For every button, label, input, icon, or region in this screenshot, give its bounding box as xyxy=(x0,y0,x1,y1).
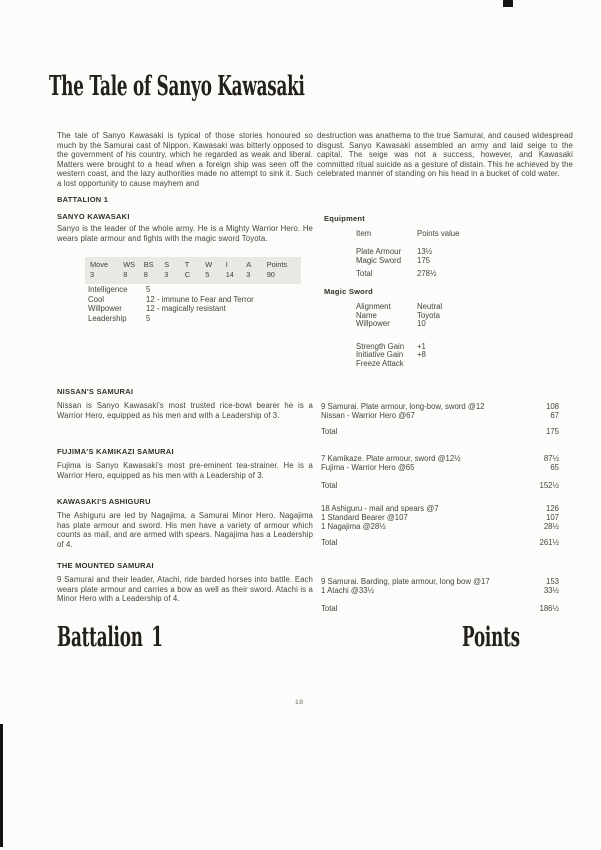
property-row xyxy=(356,320,442,329)
intro-paragraph-left: The tale of Sanyo Kawasaki is typical of those stories honoured so much by the Samurai cast of Nippon. Kawasaki was bitterly opposed to the government of his country, which he regarded as weak and liberal. Matters were brought to a head when a foreign ship was seen off the western coast, and the lazy authorities made no attempt to sink it. Such a lost opportunity to cause mayhem and xyxy=(57,131,313,188)
points-line-value: 126 xyxy=(545,504,559,513)
points-line xyxy=(321,577,559,586)
points-total-value: 152½ xyxy=(539,481,559,490)
points-line-value: 87½ xyxy=(543,454,559,463)
points-line-description: Fujima - Warrior Hero @65 xyxy=(321,463,415,472)
intro-paragraph-right: destruction was anathema to the true Samurai, and caused widespread disgust. Sanyo Kawasaki assembled an army and laid seige to the capital. The seige was not a success, however, and Kawasaki committed ritual suicide as a gesture of distain. This he achieved by the celebrated manner of standing on his head in a bucket of cold water. xyxy=(317,131,573,178)
total-label: Total xyxy=(321,481,338,490)
points-line-value: 33½ xyxy=(543,586,559,595)
stat-value: 3 xyxy=(164,270,169,279)
points-total-row xyxy=(321,427,559,436)
equipment-item: Magic Sword xyxy=(356,255,402,265)
stat-header: T xyxy=(184,260,190,269)
battalion-1-footer-title: Battalion 1 xyxy=(57,622,163,653)
points-total-row xyxy=(321,604,559,613)
property-label: Name xyxy=(356,310,377,320)
attribute-row xyxy=(88,304,254,314)
stat-header: I xyxy=(225,260,228,269)
battalion-1-heading: BATTALION 1 xyxy=(57,195,109,204)
equipment-row xyxy=(356,257,459,266)
sanyo-kawasaki-heading: SANYO KAWASAKI xyxy=(57,212,130,221)
stat-header: BS xyxy=(143,260,154,269)
points-block-mounted-samurai xyxy=(321,577,559,613)
stat-header: S xyxy=(164,260,170,269)
stat-value: 90 xyxy=(266,270,275,279)
points-line-description: 9 Samurai. Barding, plate armour, long bow @17 xyxy=(321,577,490,586)
points-line xyxy=(321,454,559,463)
scan-artifact-left-edge-bar xyxy=(0,724,3,847)
kawasakis-ashiguru-description: The Ashiguru are led by Nagajima, a Samurai Minor Hero. Nagajima has plate armour and sword. His men have a variety of armour which counts as mail, and are armed with spears. Nagajima has a Leadership of 4. xyxy=(57,511,313,549)
points-total-value: 175 xyxy=(545,427,559,436)
the-mounted-samurai-description: 9 Samurai and their leader, Atachi, ride barded horses into battle. Each wears plate armour and carries a bow as well as their sword. Atachi is a Minor Hero with a Leadership of 4. xyxy=(57,575,313,603)
stat-value: 5 xyxy=(205,270,210,279)
stat-value: C xyxy=(184,270,191,279)
attribute-label: Leadership xyxy=(88,313,127,323)
stat-value: 8 xyxy=(123,270,128,279)
points-block-kamikaze-samurai xyxy=(321,454,559,490)
stat-header: Move xyxy=(90,260,109,269)
attribute-row xyxy=(88,314,254,324)
points-line xyxy=(321,504,559,513)
total-label: Total xyxy=(321,538,338,547)
equipment-col-item: Item xyxy=(356,229,372,238)
points-line-description: 9 Samurai. Plate armour, long-bow, sword @12 xyxy=(321,402,485,411)
total-label: Total xyxy=(321,427,338,436)
nissans-samurai-heading: NISSAN'S SAMURAI xyxy=(57,387,134,396)
gain-label: Strength Gain xyxy=(356,341,405,351)
points-total-value: 261½ xyxy=(539,538,559,547)
property-label: Alignment xyxy=(356,302,391,311)
points-footer-title: Points xyxy=(462,622,520,653)
points-line-value: 107 xyxy=(545,513,559,522)
points-block-ashiguru xyxy=(321,504,559,547)
points-line xyxy=(321,586,559,595)
equipment-total-value: 278½ xyxy=(417,269,437,278)
total-label: Total xyxy=(321,604,338,613)
points-line-description: 1 Nagajima @28½ xyxy=(321,522,386,531)
property-label: Willpower xyxy=(356,319,390,328)
gain-label: Freeze Attack xyxy=(356,358,404,368)
stats-header-row xyxy=(90,260,296,270)
attribute-row xyxy=(88,285,254,295)
property-value: Neutral xyxy=(417,302,443,311)
equipment-points: 13½ xyxy=(417,247,433,256)
points-line-description: 1 Atachi @33½ xyxy=(321,586,374,595)
stat-header: W xyxy=(205,260,213,269)
equipment-header-row xyxy=(356,230,459,239)
points-line xyxy=(321,402,559,411)
attribute-value: 12 - magically resistant xyxy=(146,304,226,313)
equipment-total-row xyxy=(356,270,459,279)
attribute-row xyxy=(88,295,254,305)
points-line xyxy=(321,411,559,420)
fujimas-kamikazi-samurai-heading: FUJIMA'S KAMIKAZI SAMURAI xyxy=(57,447,174,456)
attribute-list xyxy=(88,285,254,323)
attribute-value: 5 xyxy=(146,313,151,323)
magic-sword-heading: Magic Sword xyxy=(324,287,374,296)
points-line-description: Nissan - Warrior Hero @67 xyxy=(321,411,415,420)
stat-header: Points xyxy=(266,260,288,269)
property-value: 10 xyxy=(417,319,426,328)
points-line-description: 18 Ashiguru - mail and spears @7 xyxy=(321,504,439,513)
equipment-item: Plate Armour xyxy=(356,247,402,256)
points-line xyxy=(321,463,559,472)
gain-label: Initiative Gain xyxy=(356,350,404,359)
points-total-row xyxy=(321,538,559,547)
stats-value-row xyxy=(90,270,296,280)
attribute-value: 12 - immune to Fear and Terror xyxy=(146,294,254,304)
points-line-description: 1 Standard Bearer @107 xyxy=(321,513,408,522)
points-block-nissans-samurai xyxy=(321,402,559,436)
attribute-value: 5 xyxy=(146,285,151,294)
points-line-description: 7 Kamikaze. Plate armour, sword @12½ xyxy=(321,454,461,463)
stat-value: 8 xyxy=(143,270,148,279)
points-line-value: 153 xyxy=(545,577,559,586)
page-number: 18 xyxy=(295,699,304,706)
nissans-samurai-description: Nissan is Sanyo Kawasaki's most trusted rice-bowl bearer he is a Warrior Hero, equipped as his men and with a Leadership of 3. xyxy=(57,401,313,420)
the-mounted-samurai-heading: THE MOUNTED SAMURAI xyxy=(57,561,154,570)
gain-value: +1 xyxy=(417,341,426,351)
stat-header: A xyxy=(246,260,252,269)
equipment-points: 175 xyxy=(417,255,431,265)
equipment-table xyxy=(356,230,459,279)
stat-value: 3 xyxy=(246,270,251,279)
gain-row xyxy=(356,360,442,369)
points-line-value: 65 xyxy=(550,463,559,472)
sanyo-kawasaki-description: Sanyo is the leader of the whole army. He is a Mighty Warrior Hero. He wears plate armour and fights with the magic sword Toyota. xyxy=(57,224,313,243)
points-line-value: 67 xyxy=(550,411,559,420)
stat-value: 14 xyxy=(225,270,234,279)
fujimas-kamikazi-samurai-description: Fujima is Sanyo Kawasaki's most pre-eminent tea-strainer. He is a Warrior Hero, equipped as his men with a Leadership of 3. xyxy=(57,461,313,480)
points-line xyxy=(321,513,559,522)
equipment-col-points: Points value xyxy=(417,229,460,238)
stat-header: WS xyxy=(123,260,136,269)
points-line xyxy=(321,522,559,531)
points-line-value: 28½ xyxy=(543,522,559,531)
attribute-label: Intelligence xyxy=(88,285,128,294)
points-total-value: 186½ xyxy=(539,604,559,613)
property-value: Toyota xyxy=(417,310,440,320)
scan-artifact-top-right xyxy=(503,0,513,7)
kawasakis-ashiguru-heading: KAWASAKI'S ASHIGURU xyxy=(57,497,151,506)
gain-value: +8 xyxy=(417,350,426,359)
page-title: The Tale of Sanyo Kawasaki xyxy=(49,71,305,102)
magic-sword-properties xyxy=(356,303,442,368)
stats-table xyxy=(85,257,301,284)
points-total-row xyxy=(321,481,559,490)
attribute-label: Willpower xyxy=(88,304,122,313)
points-line-value: 108 xyxy=(545,402,559,411)
attribute-label: Cool xyxy=(88,294,105,304)
equipment-heading: Equipment xyxy=(324,214,365,223)
total-label: Total xyxy=(356,269,373,278)
stat-value: 3 xyxy=(90,270,95,279)
